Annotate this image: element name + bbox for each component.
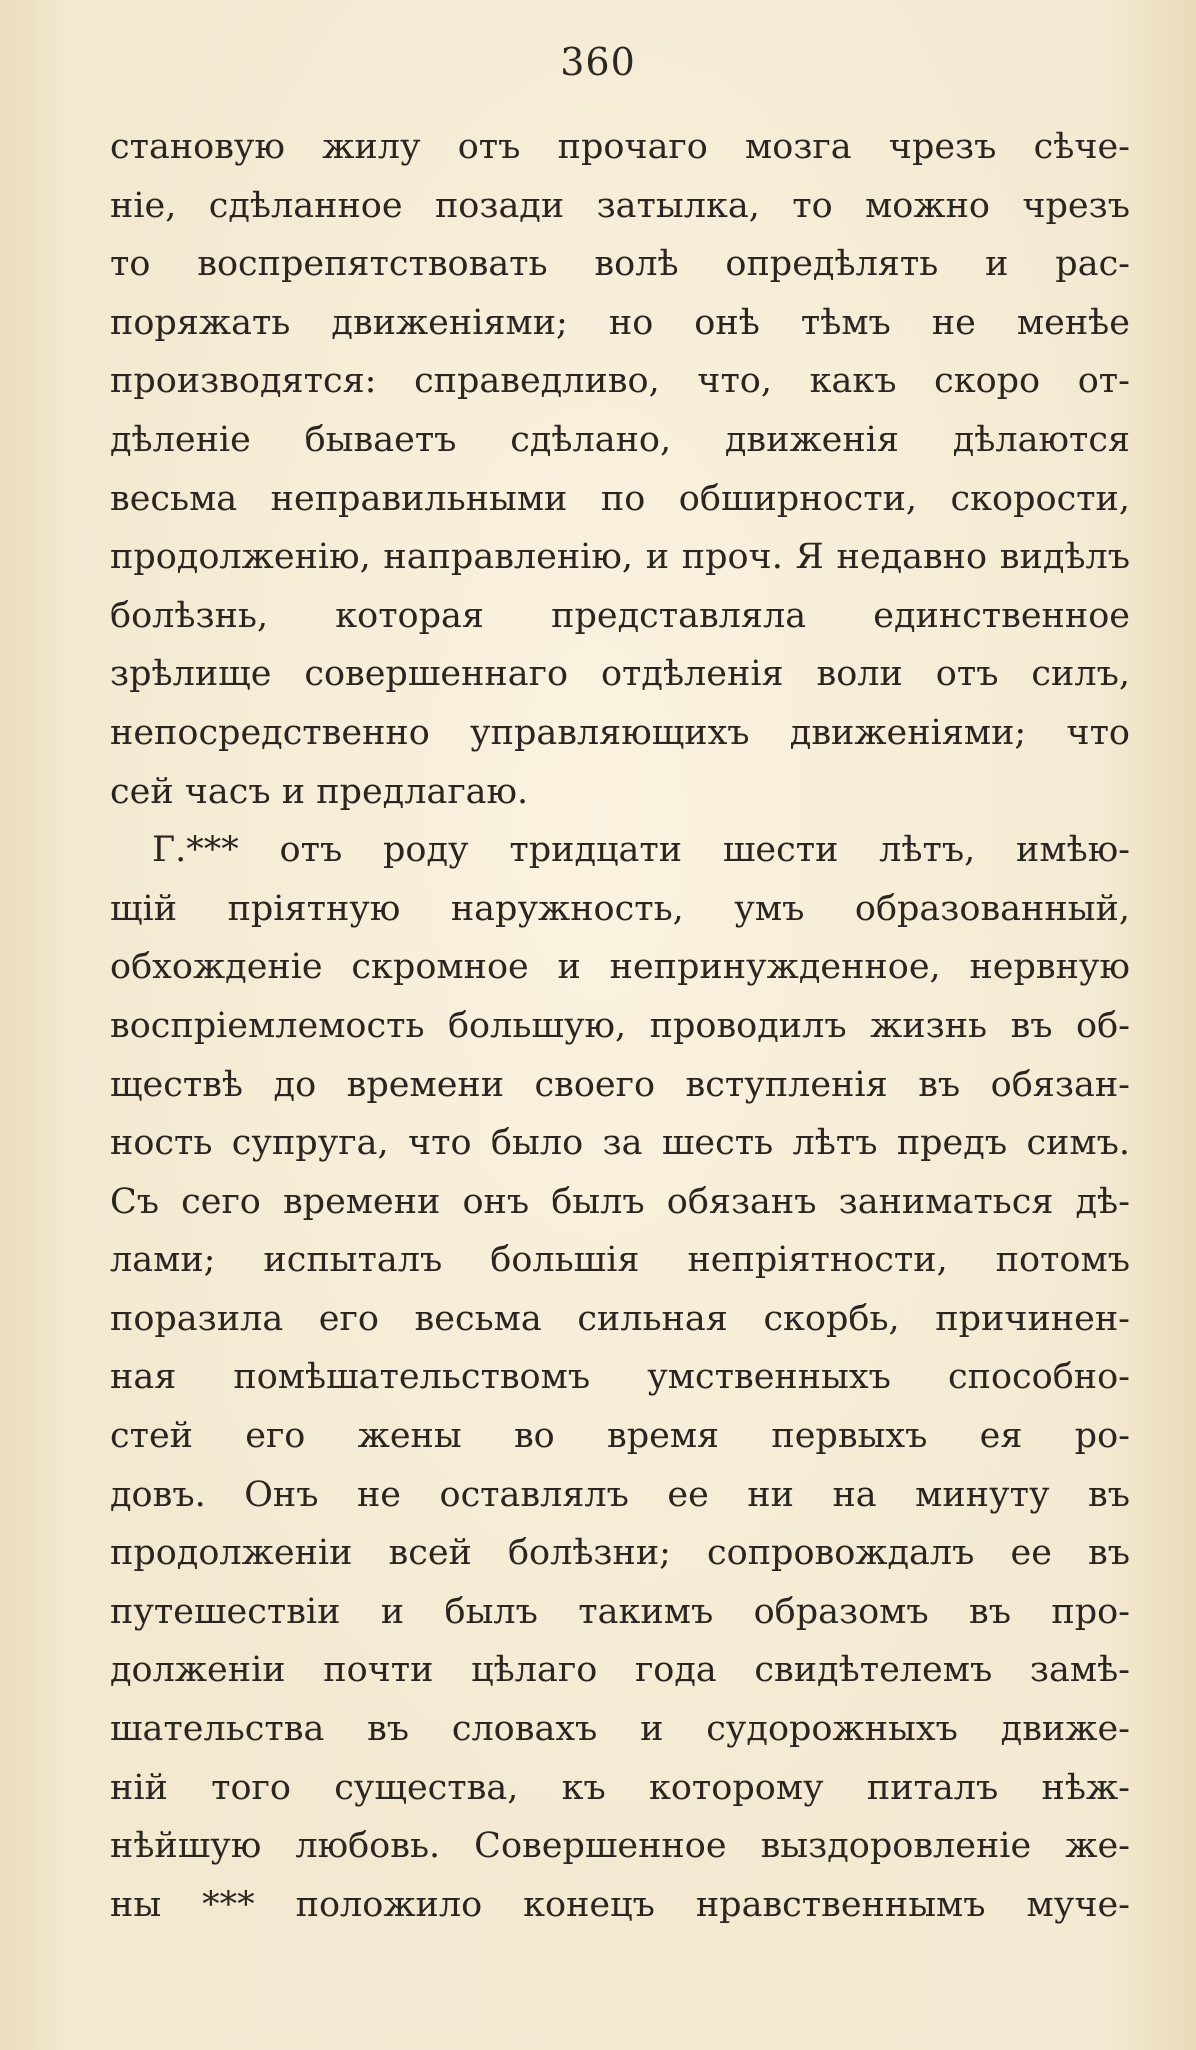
- text-line: продолженiи всей болѣзни; сопровождалъ ее въ: [110, 1533, 1130, 1574]
- text-line: довъ. Онъ не оставлялъ ее ни на минуту въ: [110, 1474, 1130, 1515]
- text-line: ность супруга, что было за шесть лѣтъ предъ симъ.: [110, 1123, 1130, 1164]
- text-line: зрѣлище совершеннаго отдѣленiя воли отъ силъ,: [110, 654, 1130, 695]
- text-line: щiй прiятную наружность, умъ образованный,: [110, 888, 1130, 929]
- text-line: поразила его весьма сильная скорбь, причинен-: [110, 1298, 1130, 1339]
- text-line: обхожденiе скромное и непринужденное, нервную: [110, 947, 1130, 988]
- text-line: становую жилу отъ прочаго мозга чрезъ сѣче-: [110, 127, 1130, 167]
- text-line: нiй того существа, къ которому питалъ нѣж-: [110, 1767, 1130, 1808]
- text-line: Г.*** отъ роду тридцати шести лѣтъ, имѣю-: [152, 830, 1130, 871]
- text-line: путешествiи и былъ такимъ образомъ въ про-: [110, 1591, 1130, 1632]
- text-line: непосредственно управляющихъ движенiями; что: [110, 712, 1130, 753]
- text-line: воспрiемлемость большую, проводилъ жизнь въ об-: [110, 1005, 1130, 1046]
- text-line: то воспрепятствовать волѣ опредѣлять и рас-: [110, 244, 1130, 285]
- text-line: лами; испыталъ большiя непрiятности, потомъ: [110, 1240, 1130, 1281]
- text-line: стей его жены во время первыхъ ея ро-: [110, 1416, 1130, 1457]
- text-line: ны *** положило конецъ нравственнымъ муче-: [110, 1884, 1130, 1925]
- text-line: поряжать движенiями; но онѣ тѣмъ не менѣе: [110, 302, 1130, 343]
- text-line: нiе, сдѣланное позади затылка, то можно чрезъ: [110, 185, 1130, 226]
- text-line: ная помѣшательствомъ умственныхъ способно-: [110, 1357, 1130, 1398]
- text-line: Съ сего времени онъ былъ обязанъ заниматься дѣ-: [110, 1181, 1130, 1222]
- body-text: [110, 118, 1130, 1934]
- page-number: 360: [560, 40, 636, 84]
- text-line: долженiи почти цѣлаго года свидѣтелемъ замѣ-: [110, 1650, 1130, 1691]
- text-line: нѣйшую любовь. Совершенное выздоровленiе же-: [110, 1826, 1130, 1867]
- text-line: ществѣ до времени своего вступленiя въ обязан-: [110, 1064, 1130, 1105]
- text-line: шательства въ словахъ и судорожныхъ движе-: [110, 1709, 1130, 1750]
- text-line: болѣзнь, которая представляла единственное: [110, 595, 1130, 636]
- text-line: дѣленiе бываетъ сдѣлано, движенiя дѣлаются: [110, 419, 1130, 460]
- text-line: производятся: справедливо, что, какъ скоро от-: [110, 361, 1130, 402]
- text-line: весьма неправильными по обширности, скорости,: [110, 478, 1130, 519]
- text-line: продолженiю, направленiю, и проч. Я недавно видѣлъ: [110, 537, 1130, 578]
- text-line: сей часъ и предлагаю.: [110, 771, 529, 812]
